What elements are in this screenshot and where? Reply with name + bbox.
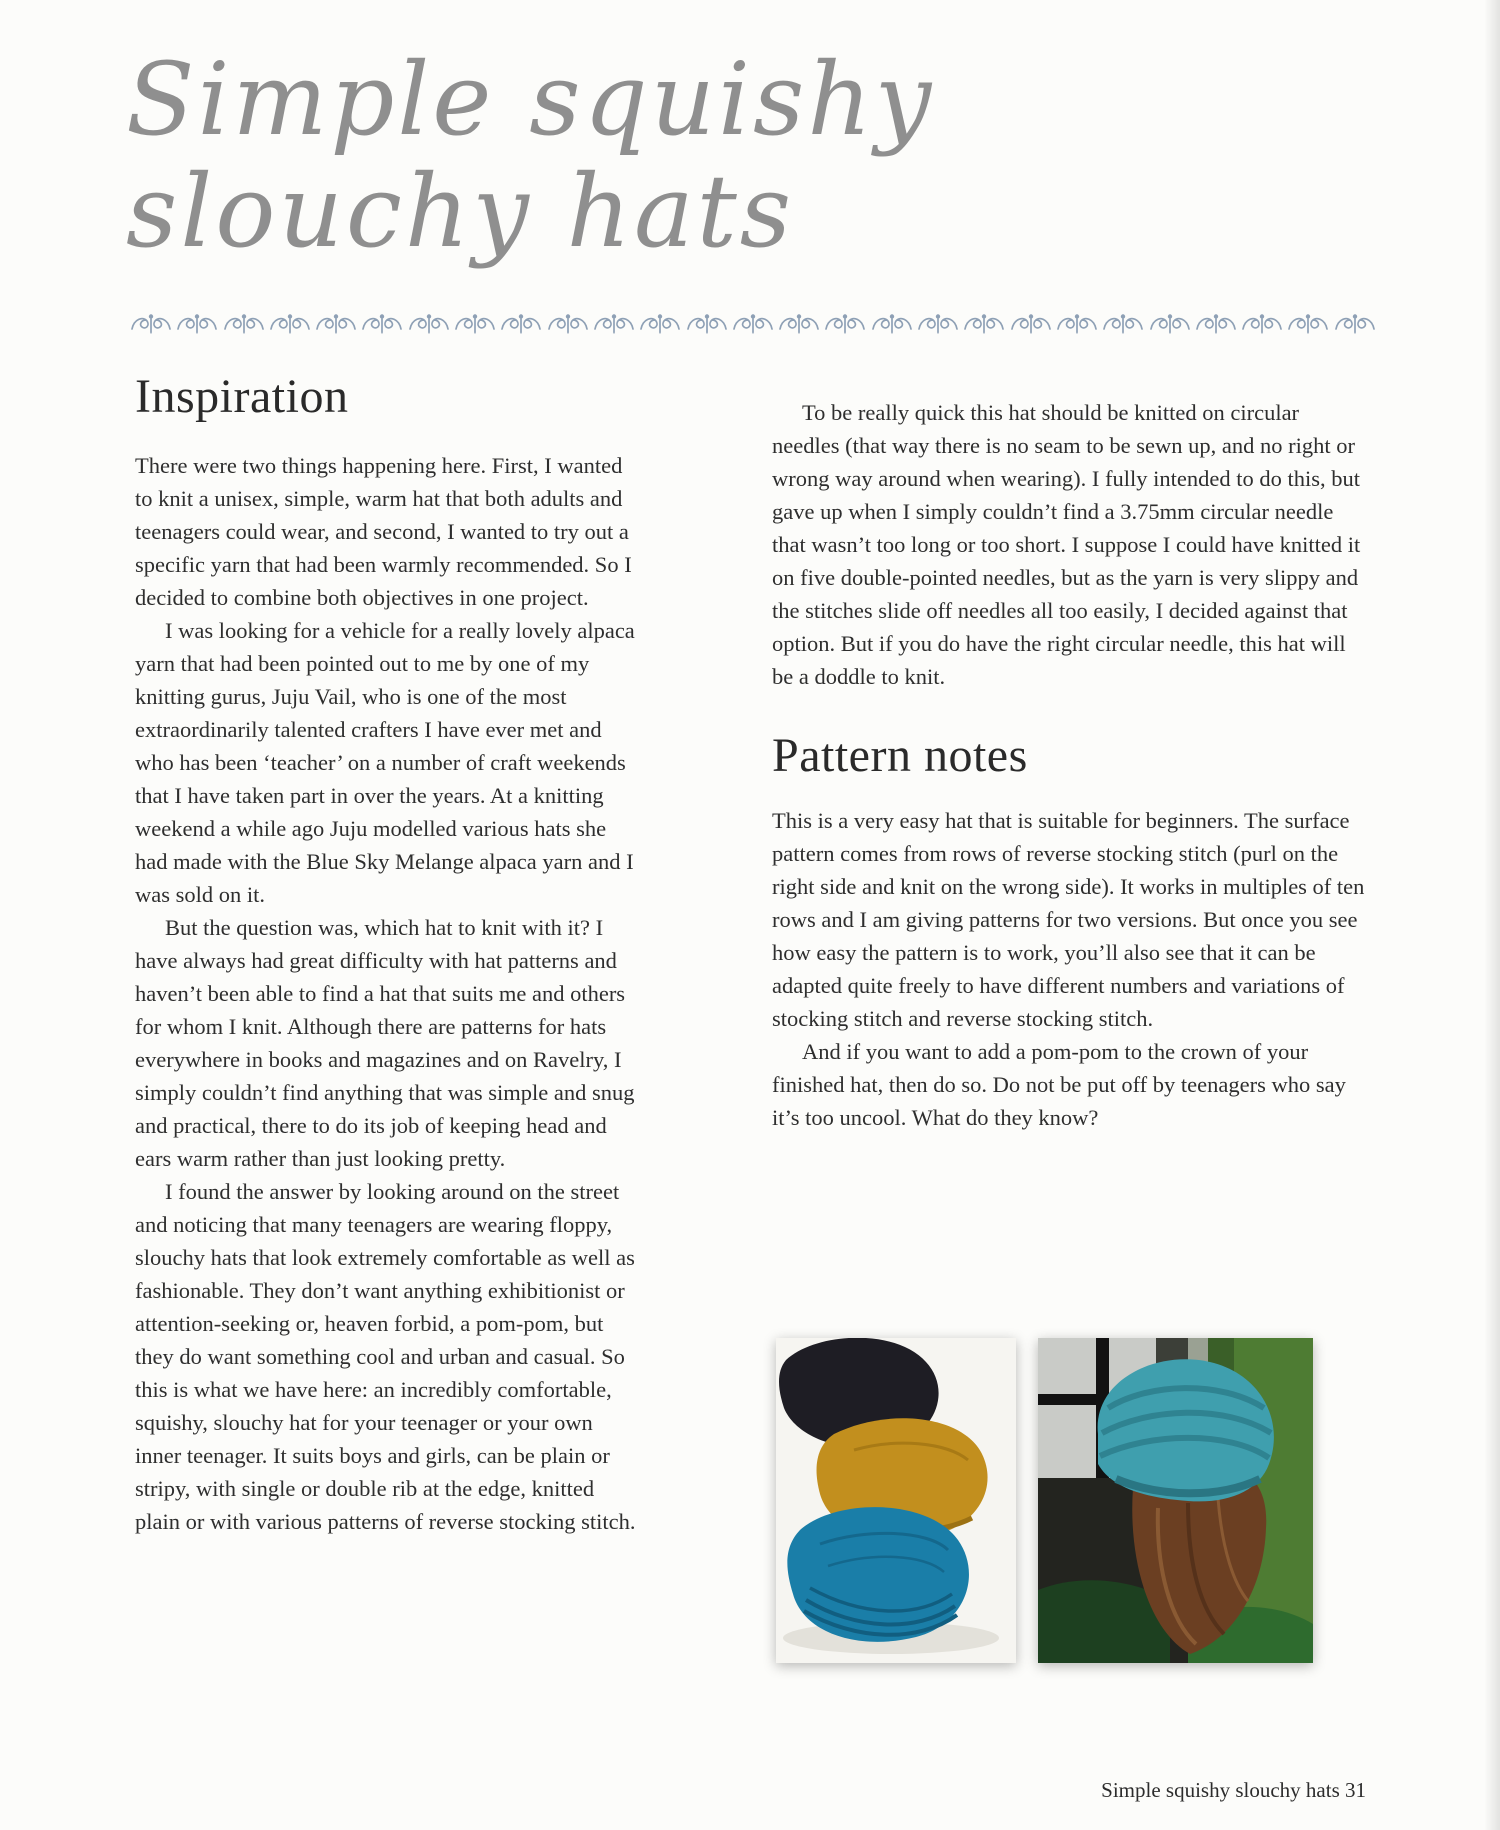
photo-hats-stack [776, 1338, 1016, 1663]
worn-hat-photo-illustration [1038, 1338, 1313, 1663]
fleuron-ornament-icon [408, 312, 450, 338]
page-footer: Simple squishy slouchy hats 31 [1101, 1778, 1366, 1802]
fleuron-ornament-icon [269, 312, 311, 338]
fleuron-ornament-icon [732, 312, 774, 338]
body-paragraph: But the question was, which hat to knit with it? I have always had great difficulty with hat patterns and haven’t been able to find a hat that suits me and others for whom I knit. Although there are patterns for hats everywhere in books and magazines and on Ravelry, I simply couldn’t find anything that was simple and snug and practical, there to do its job of keeping head and ears warm rather than just looking pretty. [135, 915, 635, 1171]
fleuron-ornament-icon [824, 312, 866, 338]
fleuron-ornament-icon [1195, 312, 1237, 338]
fleuron-ornament-icon [593, 312, 635, 338]
left-column [135, 370, 643, 1538]
fleuron-ornament-icon [917, 312, 959, 338]
fleuron-ornament-icon [547, 312, 589, 338]
page-edge-shadow [1484, 0, 1500, 1830]
fleuron-ornament-icon [361, 312, 403, 338]
body-paragraph: This is a very easy hat that is suitable for beginners. The surface pattern comes from rows of reverse stocking stitch (purl on the right side and knit on the wrong side). It works in multiples of ten rows and I am giving patterns for two versions. But once you see how easy the pattern is to work, you’ll also see that it can be adapted quite freely to have different numbers and variations of stocking stitch and reverse stocking stitch. [772, 808, 1365, 1031]
fleuron-ornament-icon [1102, 312, 1144, 338]
fleuron-ornament-icon [1056, 312, 1098, 338]
body-paragraph: And if you want to add a pom-pom to the crown of your finished hat, then do so. Do not be put off by teenagers who say it’s too uncool. What do they know? [772, 1039, 1346, 1130]
fleuron-ornament-icon [686, 312, 728, 338]
body-paragraph: I was looking for a vehicle for a really lovely alpaca yarn that had been pointed out to me by one of my knitting gurus, Juju Vail, who is one of the most extraordinarily talented crafters I have ever met and who has been ‘teacher’ on a number of craft weekends that I have taken part in over the years. At a knitting weekend a while ago Juju modelled various hats she had made with the Blue Sky Melange alpaca yarn and I was sold on it. [135, 618, 635, 907]
page-title [126, 41, 935, 270]
photo-hat-worn [1038, 1338, 1313, 1663]
inspiration-heading: Inspiration [135, 370, 349, 423]
fleuron-ornament-icon [1241, 312, 1283, 338]
fleuron-ornament-icon [778, 312, 820, 338]
fleuron-ornament-icon [130, 312, 172, 338]
body-paragraph: I found the answer by looking around on the street and noticing that many teenagers are wearing floppy, slouchy hats that look extremely comfortable as well as fashionable. They don’t want anything exhibitionist or attention-seeking or, heaven forbid, a pom-pom, but they do want something cool and urban and casual. So this is what we have here: an incredibly comfortable, squishy, slouchy hat for your teenager or your own inner teenager. It suits boys and girls, can be plain or stripy, with single or double rib at the edge, knitted plain or with various patterns of reverse stocking stitch. [135, 1179, 636, 1534]
body-paragraph: There were two things happening here. First, I wanted to knit a unisex, simple, warm hat that both adults and teenagers could wear, and second, I wanted to try out a specific yarn that had been warmly recommended. So I decided to combine both objectives in one project. [135, 453, 632, 610]
page-title-line1: Simple squishy [126, 41, 935, 158]
fleuron-ornament-icon [1149, 312, 1191, 338]
fleuron-ornament-icon [223, 312, 265, 338]
three-hats-photo-illustration [776, 1338, 1016, 1663]
fleuron-ornament-icon [500, 312, 542, 338]
fleuron-ornament-icon [454, 312, 496, 338]
fleuron-ornament-icon [1334, 312, 1376, 338]
fleuron-ornament-icon [1010, 312, 1052, 338]
ornament-row [130, 312, 1376, 338]
fleuron-ornament-icon [315, 312, 357, 338]
page-title-line2: slouchy hats [126, 153, 795, 270]
fleuron-ornament-icon [176, 312, 218, 338]
fleuron-ornament-icon [1287, 312, 1329, 338]
photo-group [776, 1338, 1313, 1663]
pattern-notes-heading: Pattern notes [772, 729, 1028, 782]
fleuron-ornament-icon [871, 312, 913, 338]
right-column [772, 396, 1366, 1134]
fleuron-ornament-icon [963, 312, 1005, 338]
fleuron-ornament-icon [639, 312, 681, 338]
body-paragraph: To be really quick this hat should be knitted on circular needles (that way there is no seam to be sewn up, and no right or wrong way around when wearing). I fully intended to do this, but gave up when I simply couldn’t find a 3.75mm circular needle that wasn’t too long or too short. I suppose I could have knitted it on five double-pointed needles, but as the yarn is very slippy and the stitches slide off needles all too easily, I decided against that option. But if you do have the right circular needle, this hat will be a doddle to knit. [772, 400, 1361, 689]
